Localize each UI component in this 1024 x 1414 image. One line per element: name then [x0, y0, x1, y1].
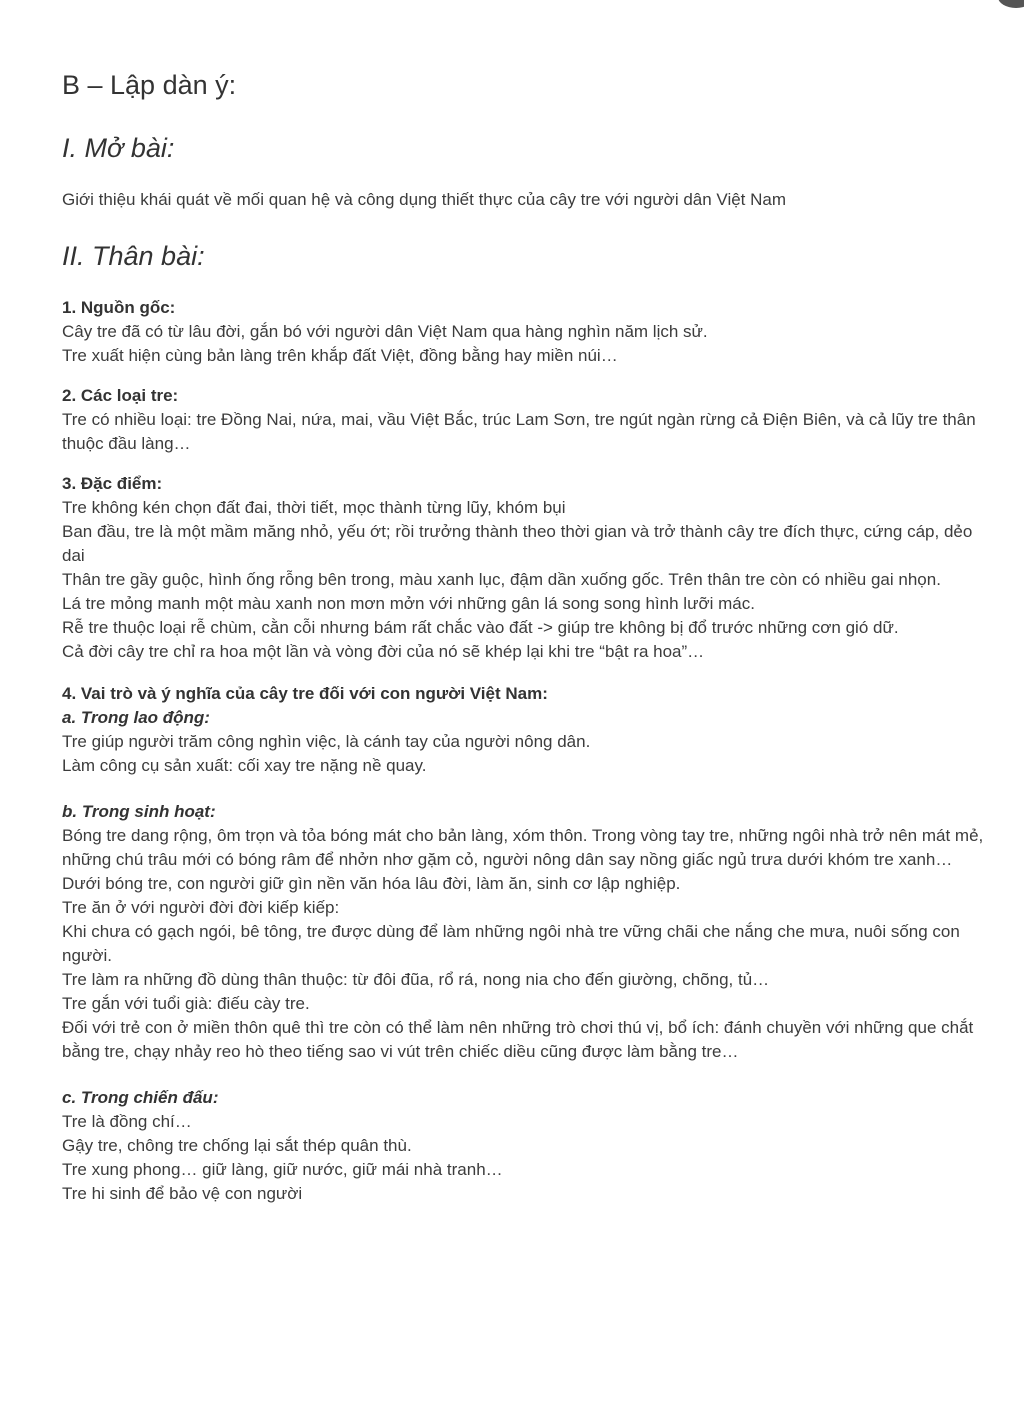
section-dac-diem	[62, 472, 997, 664]
mo-bai-text: Giới thiệu khái quát về mối quan hệ và công dụng thiết thực của cây tre với người dân Việt Nam	[62, 190, 787, 209]
subsection-title: b. Trong sinh hoạt:	[62, 802, 216, 821]
section-cac-loai-tre	[62, 384, 997, 456]
subsection-line: Tre là đồng chí…	[62, 1112, 192, 1131]
section-title: 3. Đặc điểm:	[62, 474, 163, 493]
section-line: Tre không kén chọn đất đai, thời tiết, mọc thành từng lũy, khóm bụi	[62, 498, 566, 517]
subsection-line: Tre gắn với tuổi già: điếu cày tre.	[62, 994, 310, 1013]
subsection-line: Gậy tre, chông tre chống lại sắt thép quân thù.	[62, 1136, 412, 1155]
subsection-lao-dong	[62, 706, 997, 778]
subsection-line: Khi chưa có gạch ngói, bê tông, tre được dùng để làm những ngôi nhà tre vững chãi che nắng che mưa, nuôi sống con người.	[62, 922, 960, 965]
subsection-line: Làm công cụ sản xuất: cối xay tre nặng nề quay.	[62, 756, 427, 775]
than-bai-heading: II. Thân bài:	[62, 241, 205, 271]
subsection-sinh-hoat	[62, 800, 997, 1064]
subsection-title: c. Trong chiến đấu:	[62, 1088, 219, 1107]
subsection-title: a. Trong lao động:	[62, 708, 210, 727]
section-nguon-goc	[62, 296, 997, 368]
corner-mark	[998, 0, 1024, 8]
section-line: Cả đời cây tre chỉ ra hoa một lần và vòng đời của nó sẽ khép lại khi tre “bật ra hoa”…	[62, 642, 705, 661]
subsection-line: Bóng tre dang rộng, ôm trọn và tỏa bóng mát cho bản làng, xóm thôn. Trong vòng tay tre, những ngôi nhà trở nên mát mẻ, những chú trâu mới có bóng râm để nhởn nhơ gặm cỏ, người nông dân say nồng giấc ngủ trưa dưới khóm tre xanh…	[62, 826, 984, 869]
section-line: Ban đầu, tre là một mầm măng nhỏ, yếu ớt; rồi trưởng thành theo thời gian và trở thành cây tre đích thực, cứng cáp, dẻo dai	[62, 522, 973, 565]
section-line: Rễ tre thuộc loại rễ chùm, cằn cỗi nhưng bám rất chắc vào đất -> giúp tre không bị đổ trước những cơn gió dữ.	[62, 618, 899, 637]
document-page	[62, 66, 997, 1206]
section-title: 2. Các loại tre:	[62, 386, 179, 405]
subsection-chien-dau	[62, 1086, 997, 1206]
section-line: Lá tre mỏng manh một màu xanh non mơn mởn với những gân lá song song hình lưỡi mác.	[62, 594, 755, 613]
document-title: B – Lập dàn ý:	[62, 70, 237, 100]
section-title: 4. Vai trò và ý nghĩa của cây tre đối với con người Việt Nam:	[62, 684, 548, 703]
section-line: Tre xuất hiện cùng bản làng trên khắp đất Việt, đồng bằng hay miền núi…	[62, 346, 618, 365]
subsection-line: Tre giúp người trăm công nghìn việc, là cánh tay của người nông dân.	[62, 732, 591, 751]
section-line: Tre có nhiều loại: tre Đồng Nai, nứa, mai, vầu Việt Bắc, trúc Lam Sơn, tre ngút ngàn rừng cả Điện Biên, và cả lũy tre thân thuộc đầu làng…	[62, 410, 976, 453]
subsection-line: Dưới bóng tre, con người giữ gìn nền văn hóa lâu đời, làm ăn, sinh cơ lập nghiệp.	[62, 874, 681, 893]
section-line: Thân tre gầy guộc, hình ống rỗng bên trong, màu xanh lục, đậm dần xuống gốc. Trên thân tre còn có nhiều gai nhọn.	[62, 570, 941, 589]
subsection-line: Tre hi sinh để bảo vệ con người	[62, 1184, 303, 1203]
subsection-line: Tre xung phong… giữ làng, giữ nước, giữ mái nhà tranh…	[62, 1160, 503, 1179]
section-title: 1. Nguồn gốc:	[62, 298, 176, 317]
subsection-line: Tre làm ra những đồ dùng thân thuộc: từ đôi đũa, rổ rá, nong nia cho đến giường, chõng, tủ…	[62, 970, 770, 989]
section-line: Cây tre đã có từ lâu đời, gắn bó với người dân Việt Nam qua hàng nghìn năm lịch sử.	[62, 322, 708, 341]
subsection-line: Tre ăn ở với người đời đời kiếp kiếp:	[62, 898, 340, 917]
section-vai-tro	[62, 682, 997, 1206]
mo-bai-heading: I. Mở bài:	[62, 133, 175, 163]
subsection-line: Đối với trẻ con ở miền thôn quê thì tre còn có thể làm nên những trò chơi thú vị, bổ ích: đánh chuyền với những que chắt bằng tre, chạy nhảy reo hò theo tiếng sao vi vút trên chiếc diều cũng được làm bằng tre…	[62, 1018, 974, 1061]
